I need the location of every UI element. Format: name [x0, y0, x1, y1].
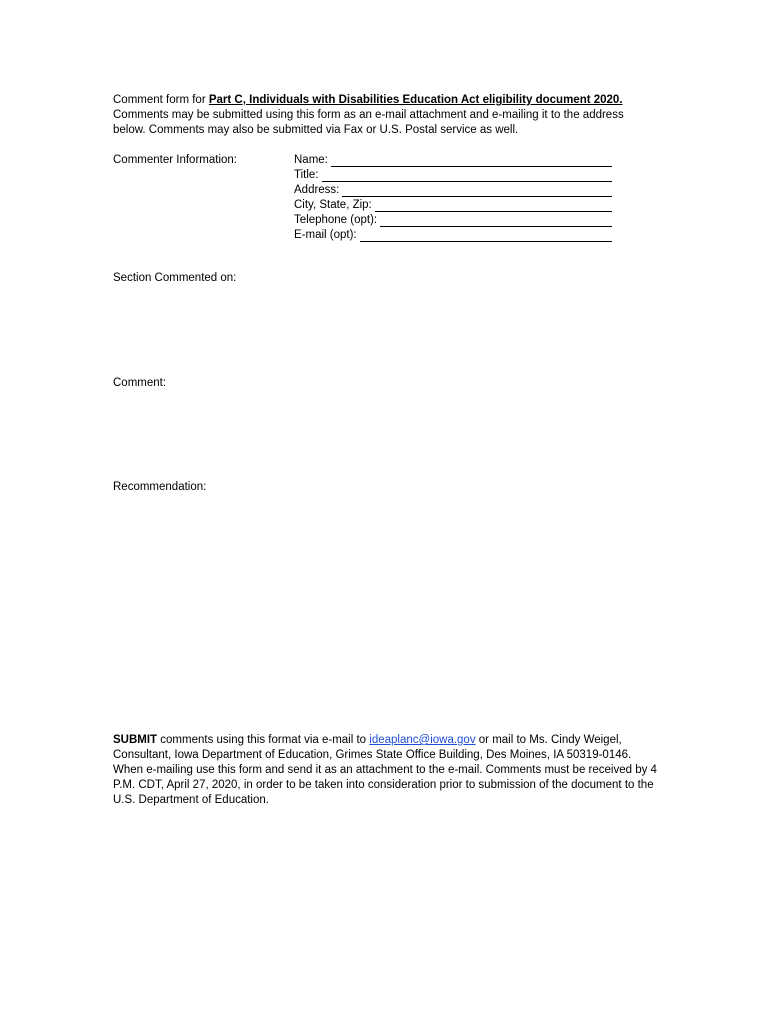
commenter-fields — [294, 153, 612, 243]
telephone-field-row — [294, 213, 612, 228]
city-state-zip-label: City, State, Zip: — [294, 199, 372, 211]
address-field-row — [294, 183, 612, 198]
city-state-zip-field-row — [294, 198, 612, 213]
submit-text-before-link: comments using this format via e-mail to — [157, 734, 370, 746]
recommendation-label: Recommendation: — [113, 481, 207, 493]
document-title: Part C, Individuals with Disabilities Education Act eligibility document 2020. — [208, 94, 623, 106]
telephone-label: Telephone (opt): — [294, 214, 378, 226]
email-field-row — [294, 228, 612, 243]
submit-bold-word: SUBMIT — [113, 734, 158, 746]
intro-body: Comments may be submitted using this form as an e-mail attachment and e-mailing it to the address below. Comments may also be submitted via Fax or U.S. Postal service as well. — [113, 109, 624, 136]
title-field-row — [294, 168, 612, 183]
intro-paragraph — [113, 93, 658, 138]
submit-text-after-link: or mail to Ms. Cindy Weigel, Consultant, Iowa Department of Education, Grimes State Office Building, Des Moines, IA 50319-0146. When e-mailing use this form and send it as an attachment to the e-mail. Comments must be received by 4 P.M. CDT, April 27, 2020, in order to be taken into consideration prior to submission of the document to the U.S. Department of Education. — [113, 734, 657, 806]
address-label: Address: — [294, 184, 340, 196]
email-link[interactable]: ideaplanc@iowa.gov — [369, 734, 476, 746]
comment-label: Comment: — [113, 377, 167, 389]
name-label: Name: — [294, 154, 328, 166]
submit-instructions — [113, 733, 658, 808]
address-field[interactable] — [342, 185, 612, 197]
name-field[interactable] — [331, 155, 612, 167]
section-commented-on-label: Section Commented on: — [113, 272, 237, 284]
title-field[interactable] — [322, 170, 613, 182]
telephone-field[interactable] — [380, 215, 612, 227]
email-field[interactable] — [360, 230, 612, 242]
title-label: Title: — [294, 169, 319, 181]
commenter-information-label: Commenter Information: — [113, 154, 237, 166]
name-field-row — [294, 153, 612, 168]
intro-prefix: Comment form for — [113, 94, 209, 106]
city-state-zip-field[interactable] — [375, 200, 612, 212]
email-label: E-mail (opt): — [294, 229, 357, 241]
